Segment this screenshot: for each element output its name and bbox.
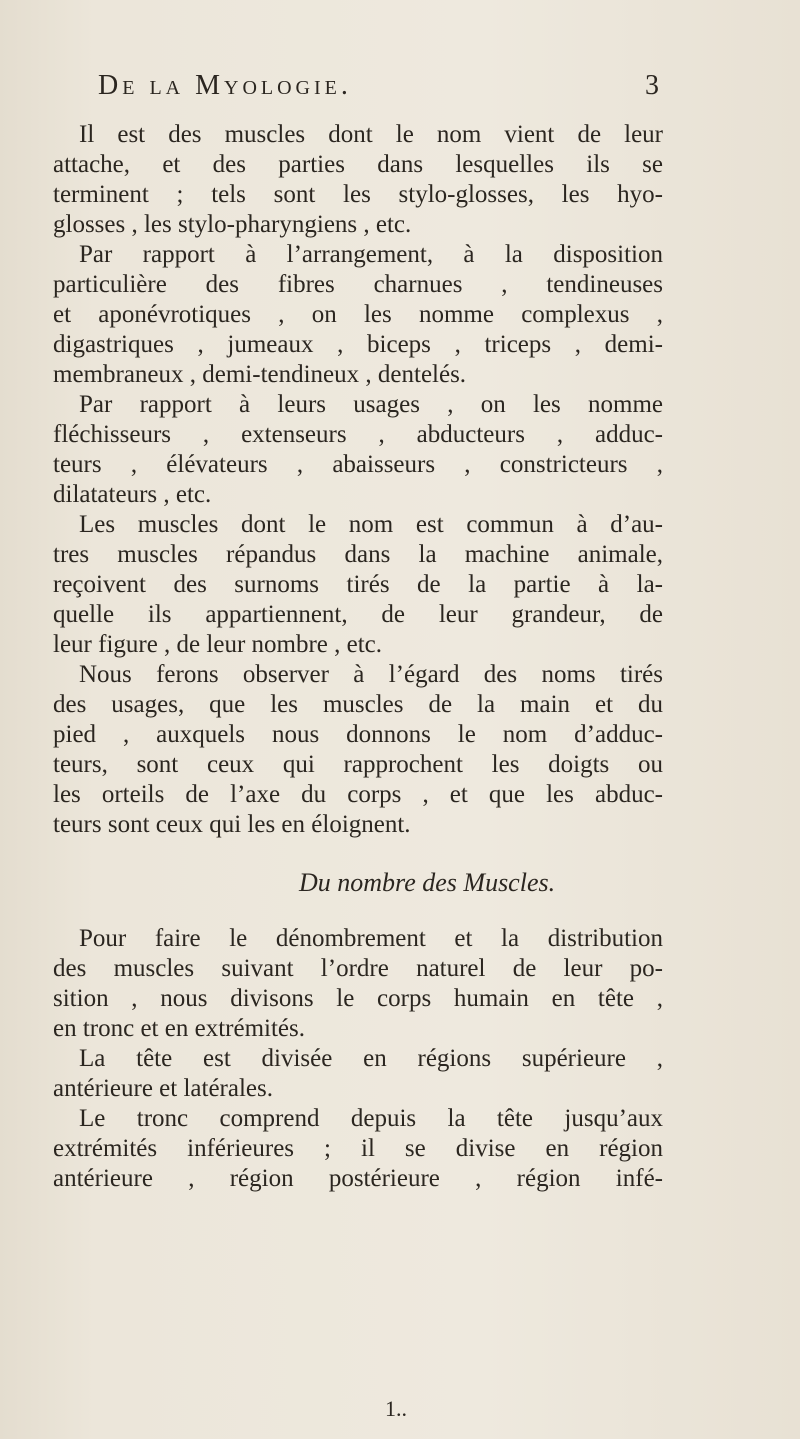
text-line: antérieure , région postérieure , région infé- xyxy=(53,1165,663,1192)
text-line: Nous ferons observer à l’égard des noms tirés xyxy=(79,661,663,688)
running-header xyxy=(98,70,663,110)
text-line: Il est des muscles dont le nom vient de leur xyxy=(79,121,663,148)
text-line: des muscles suivant l’ordre naturel de leur po- xyxy=(53,955,663,982)
text-line: tres muscles répandus dans la machine animale, xyxy=(53,541,663,568)
text-line: leur figure , de leur nombre , etc. xyxy=(53,631,383,658)
text-line: membraneux , demi-tendineux , dentelés. xyxy=(53,361,467,388)
text-line: particulière des fibres charnues , tendineuses xyxy=(53,271,663,298)
text-line: glosses , les stylo-pharyngiens , etc. xyxy=(53,211,412,238)
text-line: teurs sont ceux qui les en éloignent. xyxy=(53,811,411,838)
text-line: sition , nous divisons le corps humain en tête , xyxy=(53,985,663,1012)
text-line: extrémités inférieures ; il se divise en région xyxy=(53,1135,663,1162)
section-heading: Du nombre des Muscles. xyxy=(299,868,556,897)
text-line: Par rapport à leurs usages , on les nomme xyxy=(79,391,663,418)
text-line: teurs , élévateurs , abaisseurs , constricteurs , xyxy=(53,451,663,478)
text-line: digastriques , jumeaux , biceps , triceps , demi- xyxy=(53,331,663,358)
text-line: Le tronc comprend depuis la tête jusqu’aux xyxy=(79,1105,663,1132)
text-line: antérieure et latérales. xyxy=(53,1075,273,1102)
text-line: terminent ; tels sont les stylo-glosses, les hyo- xyxy=(53,181,663,208)
text-line: Les muscles dont le nom est commun à d’au- xyxy=(79,511,663,538)
running-title: De la Myologie. xyxy=(98,70,352,101)
text-line: des usages, que les muscles de la main et du xyxy=(53,691,663,718)
text-line: Pour faire le dénombrement et la distribution xyxy=(79,925,663,952)
body-text xyxy=(53,120,663,1194)
text-line: teurs, sont ceux qui rapprochent les doigts ou xyxy=(53,751,663,778)
text-line: les orteils de l’axe du corps , et que les abduc- xyxy=(53,781,663,808)
text-line: La tête est divisée en régions supérieure , xyxy=(79,1045,663,1072)
page-number: 3 xyxy=(645,70,663,101)
text-line: reçoivent des surnoms tirés de la partie à la- xyxy=(53,571,663,598)
text-line: quelle ils appartiennent, de leur grandeur, de xyxy=(53,601,663,628)
text-line: et aponévrotiques , on les nomme complexus , xyxy=(53,301,663,328)
signature-mark: 1.. xyxy=(385,1396,407,1421)
text-line: en tronc et en extrémités. xyxy=(53,1015,305,1042)
text-line: pied , auxquels nous donnons le nom d’adduc- xyxy=(53,721,663,748)
text-line: dilatateurs , etc. xyxy=(53,481,212,508)
text-line: fléchisseurs , extenseurs , abducteurs , adduc- xyxy=(53,421,663,448)
text-line: Par rapport à l’arrangement, à la disposition xyxy=(79,241,663,268)
text-line: attache, et des parties dans lesquelles ils se xyxy=(53,151,663,178)
